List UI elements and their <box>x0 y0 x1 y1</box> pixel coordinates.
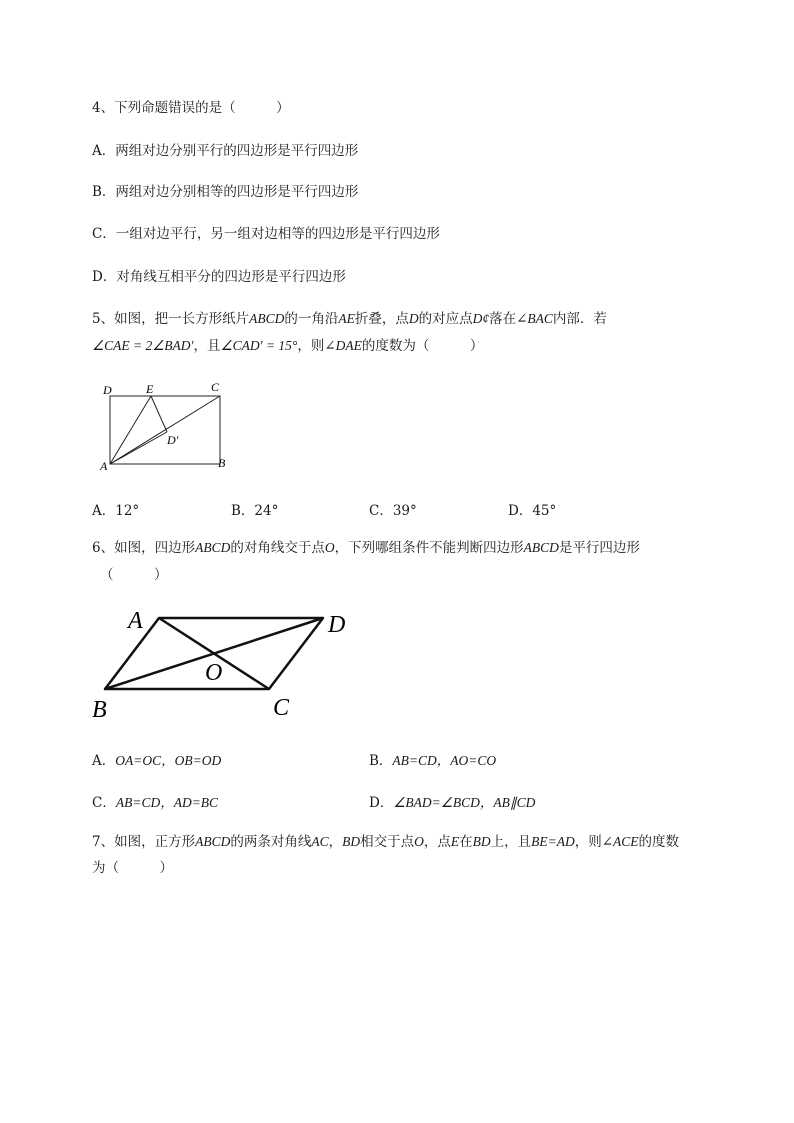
q5-stem-line2: ∠CAE = 2∠BAD′，且∠CAD′ = 15°，则∠DAE的度数为（ ） <box>92 338 484 354</box>
q5-label-b: B <box>218 456 226 470</box>
q4-stem: 4、下列命题错误的是（ ） <box>92 100 290 116</box>
q5-label-dprime: D′ <box>167 433 179 447</box>
q6-stem-line1: 6、如图，四边形ABCD的对角线交于点O，下列哪组条件不能判断四边形ABCD是平行四边形 <box>92 540 640 556</box>
q4-option-b: B．两组对边分别相等的四边形是平行四边形 <box>92 184 359 200</box>
q5-segment-ae <box>110 396 151 464</box>
q4-option-a: A．两组对边分别平行的四边形是平行四边形 <box>92 143 359 159</box>
q6-label-d: D <box>328 612 346 638</box>
q6-option-b: B．AB=CD，AO=CO <box>369 753 497 769</box>
q6-stem-line2: （ ） <box>100 567 168 583</box>
q5-label-d: D <box>103 383 112 397</box>
q5-label-a: A <box>100 459 108 473</box>
q6-label-c: C <box>273 695 290 721</box>
q7-stem-line1: 7、如图，正方形ABCD的两条对角线AC，BD相交于点O，点E在BD上，且BE=AD，则∠ACE的度数 <box>92 834 680 850</box>
q5-option-a: A．12° <box>92 503 140 519</box>
q5-label-c: C <box>211 380 220 394</box>
q6-option-c: C．AB=CD，AD=BC <box>92 795 219 811</box>
q5-option-d: D．45° <box>508 503 557 519</box>
q5-rectangle-figure <box>95 378 245 473</box>
q4-option-c: C．一组对边平行，另一组对边相等的四边形是平行四边形 <box>92 226 440 242</box>
q7-stem-line2: 为（ ） <box>92 860 173 876</box>
q5-label-e: E <box>146 382 154 396</box>
q6-label-a: A <box>128 608 143 634</box>
q6-option-a: A．OA=OC，OB=OD <box>92 753 222 769</box>
q6-label-o: O <box>205 660 223 686</box>
q5-option-b: B．24° <box>231 503 279 519</box>
q5-stem-line1: 5、如图，把一长方形纸片ABCD的一角沿AE折叠，点D的对应点D¢落在∠BAC内部．若 <box>92 311 607 327</box>
q5-segment-ed <box>151 396 167 432</box>
q6-label-b: B <box>92 697 107 723</box>
q6-parallelogram-figure <box>88 598 368 728</box>
q5-option-c: C．39° <box>369 503 417 519</box>
q6-option-d: D．∠BAD=∠BCD，AB∥CD <box>369 795 536 811</box>
q4-option-d: D．对角线互相平分的四边形是平行四边形 <box>92 269 346 285</box>
q5-segment-ad <box>110 432 167 464</box>
q5-diagonal-ac <box>110 396 220 464</box>
